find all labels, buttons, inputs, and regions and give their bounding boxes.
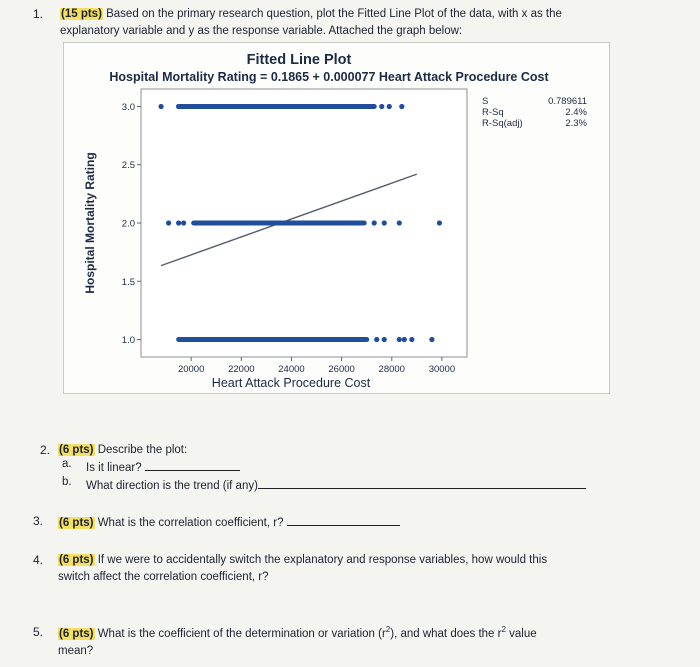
question-5-points: (6 pts) (59, 627, 94, 640)
question-2a (86, 458, 240, 474)
data-point (176, 104, 181, 109)
y-axis-label: Hospital Mortality Rating (83, 152, 97, 294)
stat-rsq-label: R-Sq (482, 107, 504, 118)
data-point (379, 104, 384, 109)
question-2-text (58, 442, 187, 459)
question-2b-label: b. (62, 476, 72, 488)
question-5-sup1: 2 (385, 625, 391, 634)
question-2b-text: What direction is the trend (if any) (86, 480, 258, 492)
data-point (409, 337, 414, 342)
x-axis-label: Heart Attack Procedure Cost (211, 376, 371, 390)
data-point (158, 104, 163, 109)
data-point (166, 220, 171, 225)
x-tick-label: 28000 (378, 364, 405, 375)
answer-2a-blank[interactable] (145, 458, 240, 471)
question-3-prompt: What is the correlation coefficient, r? (97, 517, 284, 529)
x-tick-label: 24000 (278, 364, 305, 375)
question-5-text-c: value (505, 627, 537, 640)
fitted-line-plot (64, 43, 609, 393)
y-tick-label: 2.5 (121, 160, 135, 172)
data-point (372, 220, 377, 225)
x-tick-label: 26000 (328, 364, 355, 375)
data-point (437, 220, 442, 225)
x-tick-label: 22000 (228, 364, 255, 375)
data-point (402, 337, 407, 342)
data-point (374, 337, 379, 342)
data-point (382, 220, 387, 225)
question-3-number: 3. (33, 514, 44, 528)
stat-rsq-value: 2.4% (565, 107, 587, 118)
answer-2b-blank[interactable] (258, 476, 586, 489)
question-2-points: (6 pts) (59, 444, 94, 456)
stat-s-label: S (482, 96, 489, 107)
question-4-text (58, 552, 547, 585)
answer-3-blank[interactable] (287, 513, 400, 526)
question-2a-text: Is it linear? (86, 462, 142, 474)
y-tick-label: 3.0 (121, 101, 135, 113)
question-3-text (58, 513, 400, 532)
question-4-number: 4. (33, 553, 44, 567)
chart-title: Fitted Line Plot (246, 52, 352, 68)
data-point (397, 220, 402, 225)
y-tick-label: 1.5 (121, 276, 135, 288)
question-1-line1: Based on the primary research question, plot the Fitted Line Plot of the data, with x as the (106, 8, 562, 20)
question-2-prompt: Describe the plot: (97, 444, 188, 456)
question-2a-label: a. (62, 458, 72, 470)
stat-rsqadj-label: R-Sq(adj) (482, 118, 523, 129)
fitted-line-plot-frame (63, 42, 610, 394)
question-5-sup2: 2 (501, 625, 506, 634)
data-point (429, 337, 434, 342)
question-1-number: 1. (33, 7, 44, 21)
data-point (387, 104, 392, 109)
y-tick-label: 1.0 (121, 335, 135, 347)
question-5-text-a: What is the coefficient of the determination or variation (r (97, 627, 386, 640)
question-3-points: (6 pts) (59, 517, 94, 529)
question-4-line1: If we were to accidentally switch the explanatory and response variables, how would this (97, 554, 548, 566)
data-point (176, 220, 181, 225)
stat-rsqadj-value: 2.3% (565, 118, 587, 129)
x-tick-label: 30000 (428, 364, 456, 375)
stat-s-value: 0.789611 (548, 96, 587, 107)
question-1-line2: explanatory variable and y as the response variable. Attached the graph below: (60, 24, 463, 37)
question-5-text-b: ), and what does the r (390, 627, 502, 640)
question-2-number: 2. (40, 443, 51, 457)
data-point (382, 337, 387, 342)
question-4-line2: switch affect the correlation coefficient, r? (58, 570, 269, 583)
data-point (397, 337, 402, 342)
question-1-points: (15 pts) (61, 8, 102, 20)
chart-subtitle: Hospital Mortality Rating = 0.1865 + 0.000077 Heart Attack Procedure Cost (109, 70, 549, 84)
data-point (399, 104, 404, 109)
data-point (181, 220, 186, 225)
question-4-points: (6 pts) (59, 554, 94, 566)
question-1-text (60, 6, 562, 39)
question-5-text (58, 624, 537, 659)
x-tick-label: 20000 (177, 364, 205, 375)
question-5-number: 5. (33, 625, 44, 639)
y-tick-label: 2.0 (121, 218, 135, 230)
question-2b (86, 476, 586, 492)
question-5-line2: mean? (58, 644, 94, 657)
